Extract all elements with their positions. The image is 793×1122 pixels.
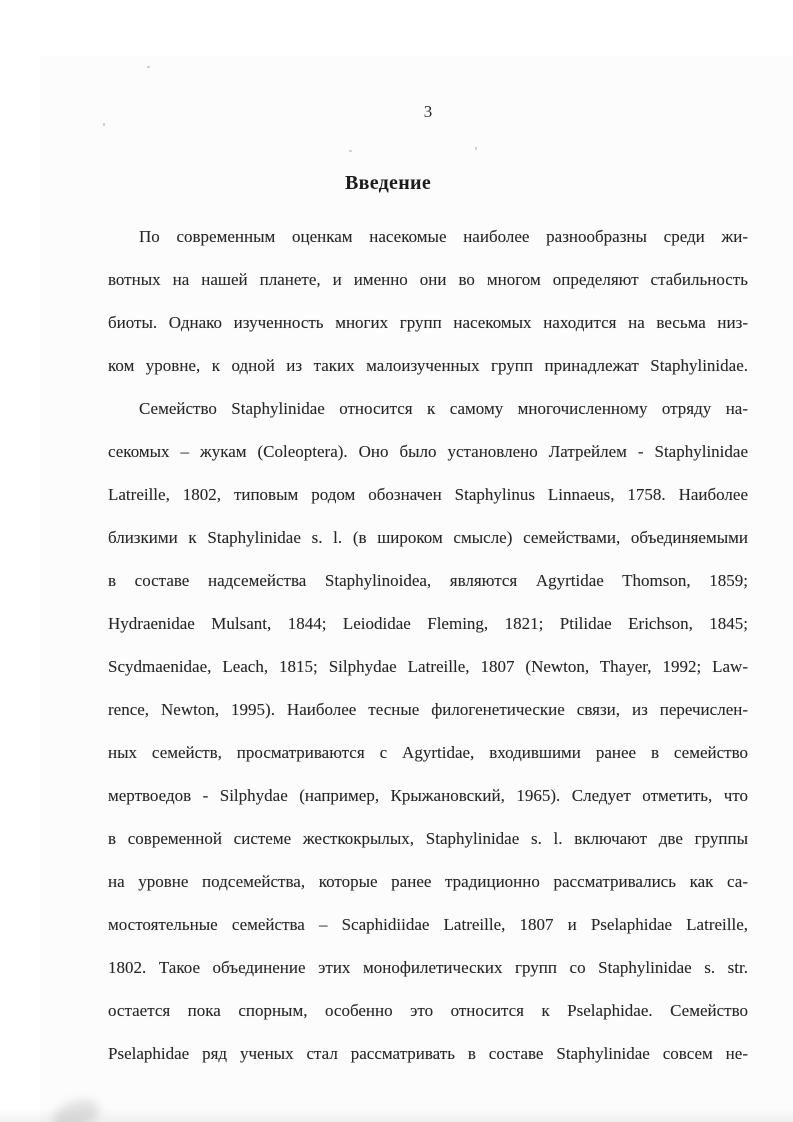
text-line: Pselaphidae ряд ученых стал рассматривать в составе Staphylinidae совсем не-	[108, 1044, 748, 1063]
text-line: в современной системе жесткокрылых, Staphylinidae s. l. включают две группы	[108, 829, 748, 848]
text-line: ных семейств, просматриваются с Agyrtidae, входившими ранее в семейство	[108, 743, 748, 762]
text-line: Latreille, 1802, типовым родом обозначен Staphylinus Linnaeus, 1758. Наиболее	[108, 485, 748, 504]
text-line: биоты. Однако изученность многих групп насекомых находится на весьма низ-	[108, 313, 748, 332]
text-line: Scydmaenidae, Leach, 1815; Silphydae Latreille, 1807 (Newton, Thayer, 1992; Law-	[108, 657, 748, 676]
page-number: 3	[423, 102, 433, 121]
text-line: вотных на нашей планете, и именно они во многом определяют стабильность	[108, 270, 748, 289]
text-line: секомых – жукам (Coleoptera). Оно было установлено Латрейлем - Staphylinidae	[108, 442, 748, 461]
text-line: По современным оценкам насекомые наиболее разнообразны среди жи-	[139, 227, 748, 246]
text-line: остается пока спорным, особенно это относится к Pselaphidae. Семейство	[108, 1001, 748, 1020]
text-line: близкими к Staphylinidae s. l. (в широком смысле) семействами, объединяемыми	[108, 528, 748, 547]
scan-edge-shadow	[0, 1108, 793, 1122]
scan-speck	[475, 147, 477, 150]
text-line: в составе надсемейства Staphylinoidea, являются Agyrtidae Thomson, 1859;	[108, 571, 748, 590]
section-title: Введение	[344, 172, 432, 194]
scan-speck	[103, 123, 105, 126]
text-line: Hydraenidae Mulsant, 1844; Leiodidae Fleming, 1821; Ptilidae Erichson, 1845;	[108, 614, 748, 633]
text-line: Семейство Staphylinidae относится к самому многочисленному отряду на-	[139, 399, 748, 418]
scan-speck	[349, 150, 352, 152]
scan-speck	[147, 66, 150, 68]
text-line: на уровне подсемейства, которые ранее традиционно рассматривались как са-	[108, 872, 748, 891]
text-line: rence, Newton, 1995). Наиболее тесные филогенетические связи, из перечислен-	[108, 700, 748, 719]
body-text	[108, 215, 748, 1075]
text-line: мертвоедов - Silphydae (например, Крыжановский, 1965). Следует отметить, что	[108, 786, 748, 805]
text-line: ком уровне, к одной из таких малоизученных групп принадлежат Staphylinidae.	[108, 356, 748, 375]
text-line: 1802. Такое объединение этих монофилетических групп со Staphylinidae s. str.	[108, 958, 748, 977]
text-line: мостоятельные семейства – Scaphidiidae Latreille, 1807 и Pselaphidae Latreille,	[108, 915, 748, 934]
